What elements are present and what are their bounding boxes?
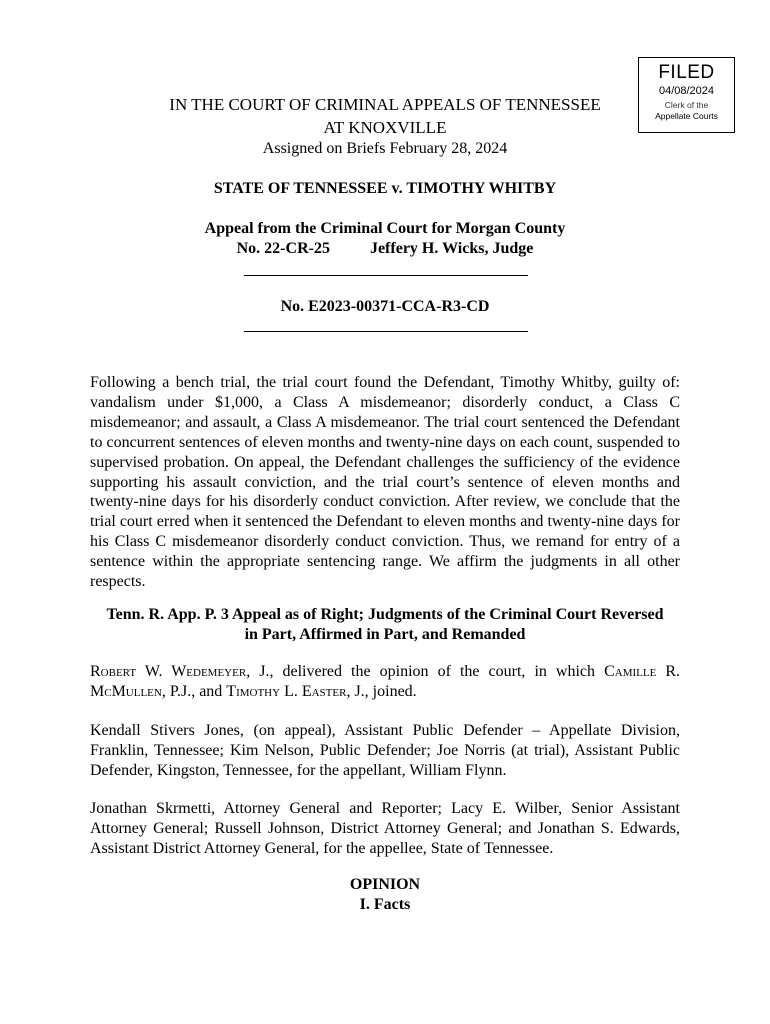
- facts-heading: I. Facts: [359, 896, 411, 913]
- assigned-date: Assigned on Briefs February 28, 2024: [262, 140, 508, 157]
- appeal-from: Appeal from the Criminal Court for Morgan County: [204, 220, 566, 237]
- lower-court-info: [90, 240, 680, 258]
- disposition: [90, 605, 680, 645]
- disposition-line-2: in Part, Affirmed in Part, and Remanded: [244, 626, 526, 643]
- case-summary: Following a bench trial, the trial court found the Defendant, Timothy Whitby, guilty of: vandalism under $1,000, a Class A misdemeanor; disorderly conduct, a Class C misdemeanor; and assault, a Class A misdemeanor. The trial court sentenced the Defendant to concurrent sentences of eleven months and twenty-nine days on each count, suspended to supervised probation. On appeal, the Defendant challenges the sufficiency of the evidence supporting his assault conviction, and the trial court’s sentence of eleven months and twenty-nine days for his disorderly conduct conviction. After review, we conclude that the trial court erred when it sentenced the Defendant to eleven months and twenty-nine days for his Class C misdemeanor disorderly conduct conviction. Thus, we remand for entry of a sentence within the appropriate sentencing range. We affirm the judgments in all other respects.: [90, 374, 680, 591]
- case-caption: STATE OF TENNESSEE v. TIMOTHY WHITBY: [213, 180, 557, 197]
- disposition-line-1: Tenn. R. App. P. 3 Appeal as of Right; Judgments of the Criminal Court Reversed: [106, 606, 664, 623]
- filed-stamp-date: 04/08/2024: [658, 85, 715, 97]
- joining-judge-1: Camille R. McMullen: [90, 663, 681, 700]
- authors-text-1: , J., delivered the opinion of the court, in which: [246, 663, 605, 680]
- filed-stamp-courts: Appellate Courts: [655, 111, 718, 121]
- divider-top: [244, 275, 528, 276]
- authors-text-3: , J., joined.: [346, 682, 417, 700]
- joining-judge-2: Timothy L. Easter: [226, 682, 347, 700]
- court-name: IN THE COURT OF CRIMINAL APPEALS OF TENNESSEE: [169, 95, 601, 114]
- filed-stamp-title: FILED: [658, 62, 715, 83]
- authoring-judges: [90, 662, 680, 702]
- docket-number: No. E2023-00371-CCA-R3-CD: [280, 298, 490, 315]
- lower-case-number: No. 22-CR-25: [236, 240, 330, 257]
- opinion-heading: OPINION: [349, 876, 421, 893]
- counsel-appellant: Kendall Stivers Jones, (on appeal), Assistant Public Defender – Appellate Division, Franklin, Tennessee; Kim Nelson, Public Defender; Joe Norris (at trial), Assistant Public Defender, Kingston, Tennessee, for the appellant, William Flynn.: [90, 722, 680, 779]
- filed-stamp-clerk: Clerk of the: [664, 100, 709, 110]
- divider-bottom: [244, 331, 528, 332]
- trial-judge: Jeffery H. Wicks, Judge: [369, 240, 534, 257]
- counsel-appellee: Jonathan Skrmetti, Attorney General and Reporter; Lacy E. Wilber, Senior Assistant Attorney General; Russell Johnson, District Attorney General; and Jonathan S. Edwards, Assistant District Attorney General, for the appellee, State of Tennessee.: [90, 800, 680, 857]
- author-judge: Robert W. Wedemeyer: [90, 663, 247, 680]
- court-location: AT KNOXVILLE: [323, 118, 447, 137]
- authors-text-2: , P.J., and: [161, 682, 227, 700]
